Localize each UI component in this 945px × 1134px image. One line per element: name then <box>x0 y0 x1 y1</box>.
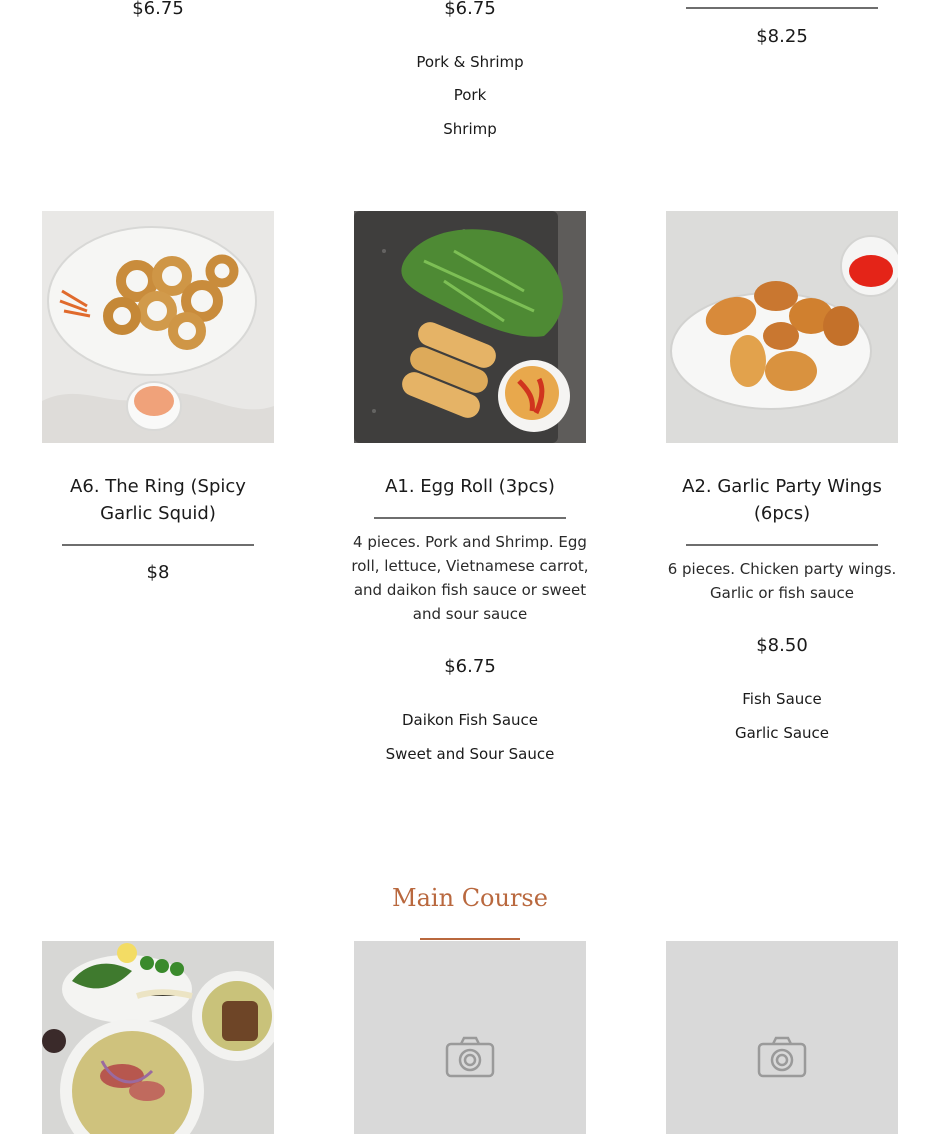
item-title[interactable]: A1. Egg Roll (3pcs) <box>385 476 555 497</box>
top-col3-divider <box>686 7 878 9</box>
top-col2-option-shrimp[interactable]: Shrimp <box>443 120 497 138</box>
top-col2-option-pork[interactable]: Pork <box>453 86 487 104</box>
item-photo-party-wings[interactable] <box>666 211 898 443</box>
item-photo-egg-roll[interactable] <box>354 211 586 443</box>
camera-icon <box>666 941 898 1134</box>
item-divider <box>686 544 878 546</box>
top-col1-price: $6.75 <box>132 0 184 19</box>
item-photo-placeholder[interactable] <box>354 941 586 1134</box>
option-garlic-sauce[interactable]: Garlic Sauce <box>734 724 830 742</box>
top-col2-price: $6.75 <box>444 0 496 19</box>
item-photo-squid-rings[interactable] <box>42 211 274 443</box>
camera-icon <box>354 941 586 1134</box>
top-col3-price: $8.25 <box>756 26 808 47</box>
section-heading-main-course: Main Course <box>392 884 548 912</box>
item-price: $8.50 <box>756 635 808 656</box>
item-photo-pho[interactable] <box>42 941 274 1134</box>
item-title[interactable]: A6. The Ring (Spicy Garlic Squid) <box>70 476 246 524</box>
option-fish-sauce[interactable]: Fish Sauce <box>742 690 822 708</box>
item-photo-placeholder[interactable] <box>666 941 898 1134</box>
item-divider <box>374 517 566 519</box>
item-description: 6 pieces. Chicken party wings. Garlic or fish sauce <box>667 560 897 602</box>
item-description: 4 pieces. Pork and Shrimp. Egg roll, lettuce, Vietnamese carrot, and daikon fish sauce or sweet and sour sauce <box>351 533 589 623</box>
option-daikon-fish-sauce[interactable]: Daikon Fish Sauce <box>401 711 538 729</box>
top-col2-option-pork-shrimp[interactable]: Pork & Shrimp <box>416 53 524 71</box>
item-title[interactable]: A2. Garlic Party Wings (6pcs) <box>682 476 882 524</box>
option-sweet-and-sour-sauce[interactable]: Sweet and Sour Sauce <box>385 745 555 763</box>
item-divider <box>62 544 254 546</box>
item-price: $8 <box>146 562 170 583</box>
section-heading-underline <box>420 938 520 940</box>
item-price: $6.75 <box>444 656 496 677</box>
